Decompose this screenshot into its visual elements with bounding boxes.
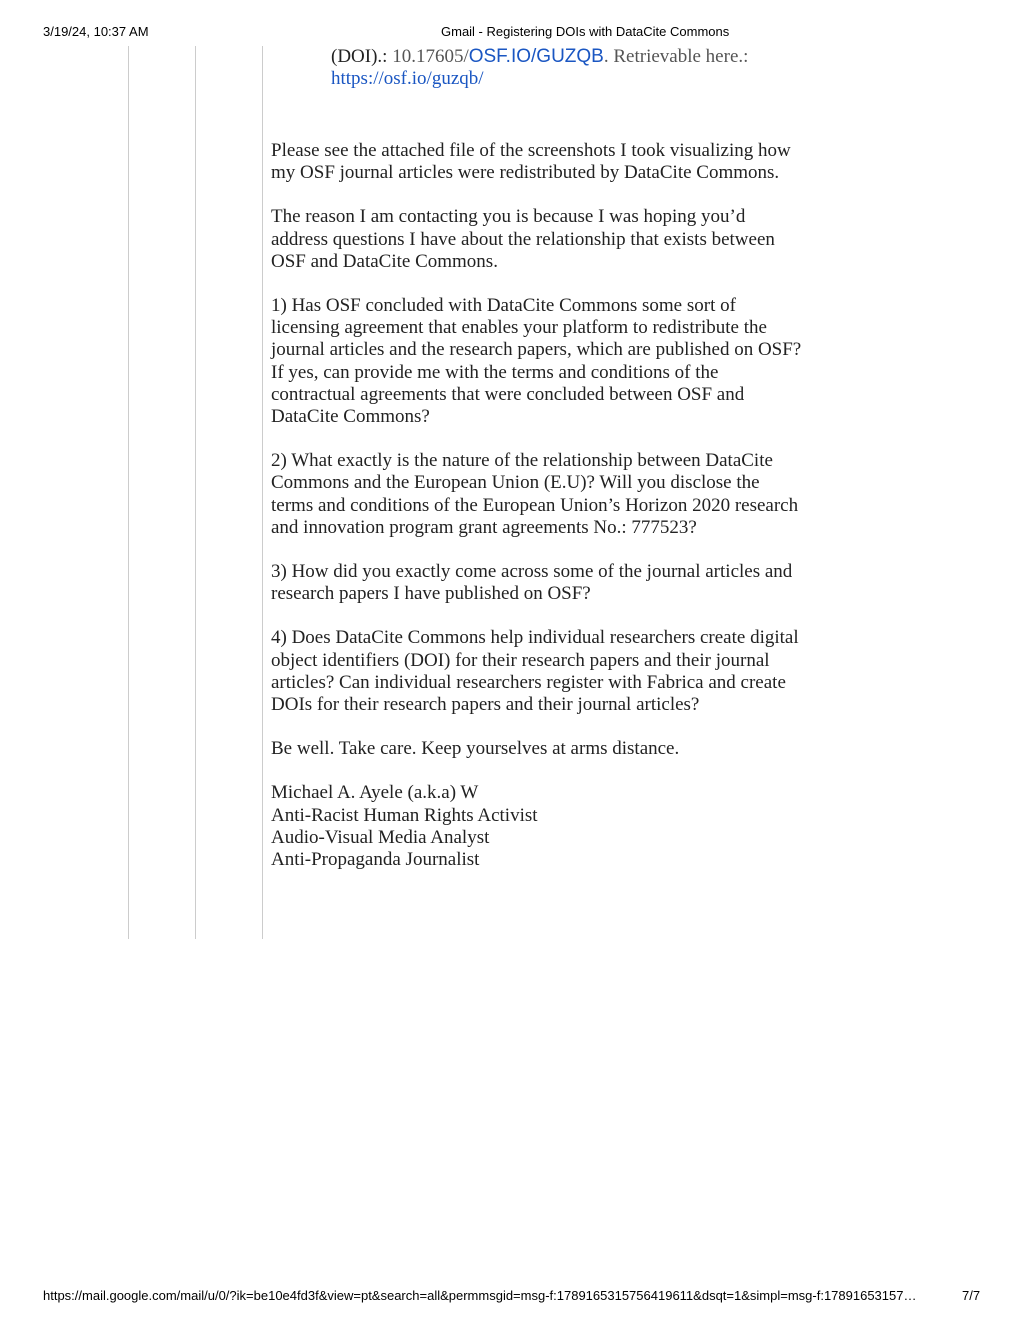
paragraph-question-1: 1) Has OSF concluded with DataCite Commons some sort of licensing agreement that enables your platform to redistribute the journal articles and the research papers, which are published on OSF? If yes, can provide me with the terms and conditions of the contractual agreements that were concluded between OSF and DataCite Commons?	[271, 295, 802, 428]
print-footer	[0, 1288, 1024, 1304]
print-title: Gmail - Registering DOIs with DataCite Commons	[441, 24, 730, 39]
quote-bar-3	[262, 46, 263, 939]
doi-prefix: (DOI).:	[331, 46, 388, 67]
quote-bar-1	[128, 46, 129, 939]
signature-name: Michael A. Ayele (a.k.a) W	[271, 782, 479, 804]
signature-title-3: Anti-Propaganda Journalist	[271, 849, 480, 871]
signature-title-2: Audio-Visual Media Analyst	[271, 826, 490, 848]
page-number: 7/7	[962, 1288, 981, 1303]
message-body	[271, 140, 806, 871]
doi-suffix: . Retrievable here.:	[603, 46, 749, 67]
signature-title-1: Anti-Racist Human Rights Activist	[271, 804, 538, 826]
doi-id-link[interactable]: OSF.IO/GUZQB	[468, 46, 604, 67]
doi-reference	[331, 46, 801, 90]
print-url: https://mail.google.com/mail/u/0/?ik=be10e4fd3f&view=pt&search=all&permmsgid=msg-f:1789165315756419611&dsqt=1&simpl=msg-f:17891653157…	[43, 1288, 917, 1303]
signature	[271, 782, 806, 871]
doi-number: 10.17605/	[392, 46, 469, 67]
paragraph-question-3: 3) How did you exactly come across some of the journal articles and research papers I have published on OSF?	[271, 561, 793, 605]
print-header	[0, 24, 1024, 40]
paragraph-closing: Be well. Take care. Keep yourselves at arms distance.	[271, 738, 680, 760]
paragraph-reason: The reason I am contacting you is because I was hoping you’d address questions I have about the relationship that exists between OSF and DataCite Commons.	[271, 206, 775, 272]
paragraph-question-4: 4) Does DataCite Commons help individual researchers create digital object identifiers (DOI) for their research papers and their journal articles? Can individual researchers register with Fabrica and create DOIs for their research papers and their journal articles?	[271, 627, 799, 716]
osf-url-link[interactable]: https://osf.io/guzqb/	[331, 68, 484, 89]
paragraph-screenshots: Please see the attached file of the screenshots I took visualizing how my OSF journal articles were redistributed by DataCite Commons.	[271, 140, 791, 184]
paragraph-question-2: 2) What exactly is the nature of the relationship between DataCite Commons and the European Union (E.U)? Will you disclose the terms and conditions of the European Union’s Horizon 2020 research and innovation program grant agreements No.: 777523?	[271, 450, 799, 538]
print-datetime: 3/19/24, 10:37 AM	[43, 24, 149, 39]
quote-bar-2	[195, 46, 196, 939]
